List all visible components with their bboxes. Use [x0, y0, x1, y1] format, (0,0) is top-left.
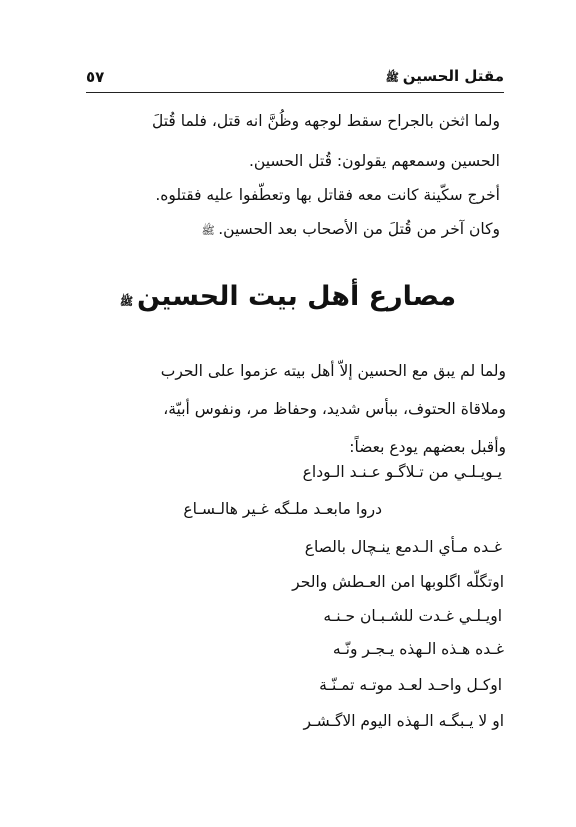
verse-line: او لا يـبگـه الـهذه اليوم الاگـشـر: [303, 712, 504, 730]
paragraph-line: وكان آخر من قُتلَ من الأصحاب بعد الحسين. ﷺ: [201, 220, 500, 238]
verse-line: غـده هـذه الـهذه يـجـر ونّـه: [332, 640, 504, 658]
paragraph-line: ولما لم يبق مع الحسين إلاّ أهل بيته عزموا على الحرب: [160, 362, 506, 380]
verse-line: دروا مابعـد ملـگه غـير هالـسـاع: [183, 500, 382, 518]
verse-line: اويـلـي غـدت للشـبـان حـنـه: [323, 607, 502, 625]
verse-line: غـده مـأي الـدمع ينـچال بالصاع: [304, 538, 502, 556]
verse-line: اوكـل واحـد لعـد موتـه تمـنّـة: [319, 676, 502, 694]
page-number: ٥٧: [86, 68, 105, 86]
section-heading: مصارع أهل بيت الحسين ﷺ: [119, 281, 457, 312]
paragraph-line: وملاقاة الحتوف، ببأس شديد، وحفاظ مر، ونفوس أبيّة،: [163, 400, 506, 418]
pbuh-glyph: ﷺ: [201, 224, 219, 237]
paragraph-2: [161, 352, 506, 466]
verse-line: يـويـلـي من تـلاگـو عـنـد الـوداع: [302, 463, 502, 481]
paragraph-1: [152, 104, 500, 246]
paragraph-line: الحسين وسمعهم يقولون: قُتل الحسين.: [248, 152, 500, 170]
paragraph-line: وأقبل بعضهم يودع بعضاً:: [349, 438, 506, 456]
verse-line: اوتگلّه اگلوبها امن العـطش والحر: [292, 573, 504, 591]
pbuh-glyph: ﷺ: [385, 71, 403, 84]
paragraph-line: أخرج سكّينة كانت معه فقاتل بها وتعطّفوا عليه فقتلوه.: [155, 186, 500, 204]
header-rule: [86, 92, 504, 93]
paragraph-line: ولما اثخن بالجراح سقط لوجهه وظُنَّ انه قتل، فلما قُتلَ: [151, 112, 500, 130]
page-header: [86, 66, 504, 88]
running-title: مقتل الحسين ﷺ: [385, 67, 504, 85]
pbuh-glyph: ﷺ: [119, 295, 137, 308]
